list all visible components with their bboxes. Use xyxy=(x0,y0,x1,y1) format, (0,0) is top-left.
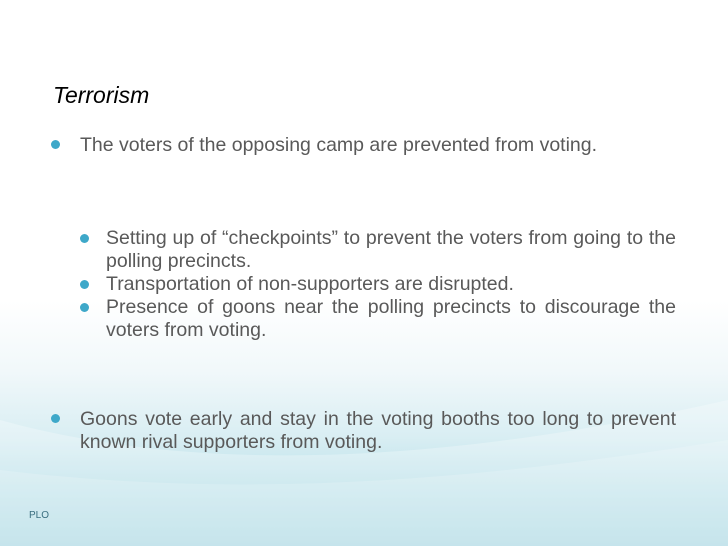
list-item-text: The voters of the opposing camp are prevented from voting. xyxy=(80,134,598,156)
bullet-icon xyxy=(80,303,89,312)
list-item xyxy=(79,227,676,273)
sub-bullet-list xyxy=(79,227,676,342)
bullet-icon xyxy=(80,280,89,289)
slide-title: Terrorism xyxy=(53,82,150,108)
list-item xyxy=(79,273,676,296)
list-item xyxy=(79,296,676,342)
bullet-icon xyxy=(51,414,60,423)
list-item xyxy=(50,408,676,454)
list-item xyxy=(50,134,676,157)
bullet-icon xyxy=(51,140,60,149)
bullet-icon xyxy=(80,234,89,243)
list-item-text: Goons vote early and stay in the voting booths too long to prevent known rival supporters from voting. xyxy=(80,408,676,453)
list-item-text: Setting up of “checkpoints” to prevent the voters from going to the polling precincts. xyxy=(106,227,676,272)
bullet-list xyxy=(50,134,676,157)
list-item-text: Presence of goons near the polling precincts to discourage the voters from voting. xyxy=(106,296,676,341)
list-item-text: Transportation of non-supporters are disrupted. xyxy=(106,273,514,295)
bullet-list-2 xyxy=(50,408,676,454)
footer-label: PLO xyxy=(29,510,50,521)
